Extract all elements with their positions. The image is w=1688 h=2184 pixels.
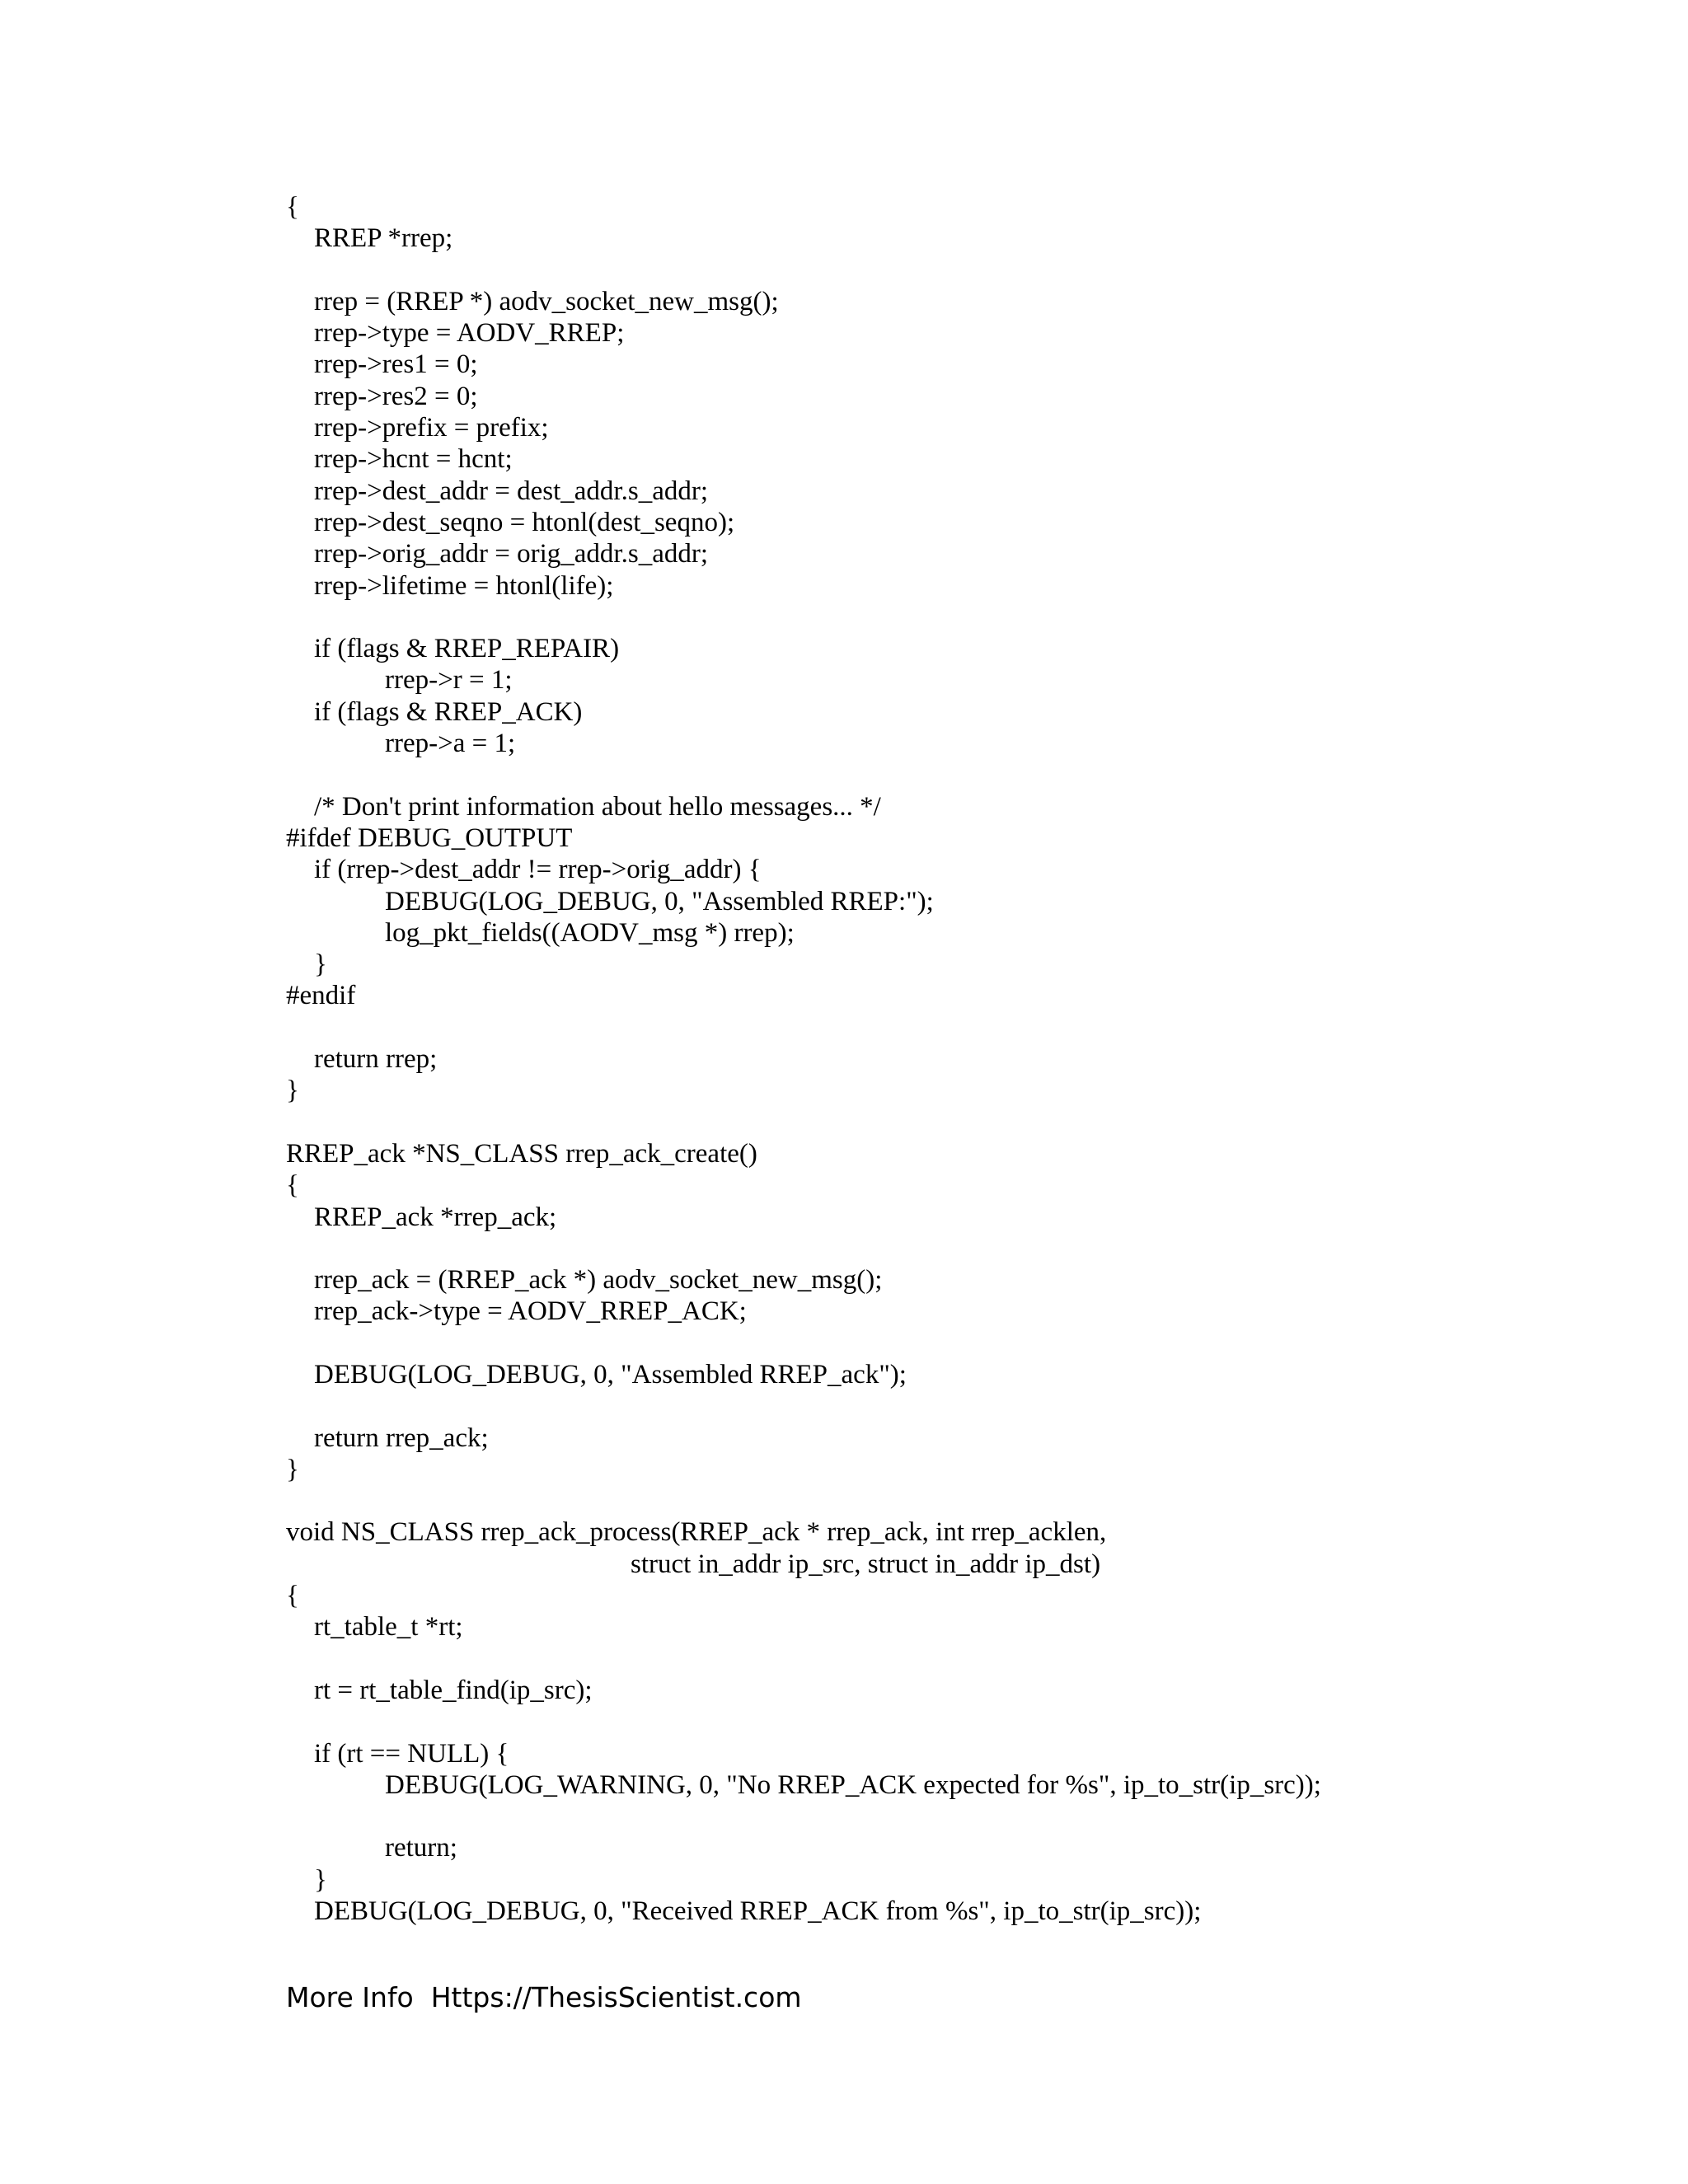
code-line: rt = rt_table_find(ip_src); bbox=[314, 1675, 593, 1705]
code-line: RREP_ack *NS_CLASS rrep_ack_create() bbox=[286, 1138, 757, 1169]
code-line bbox=[286, 255, 1321, 286]
footer-link-text[interactable]: More Info Https://ThesisScientist.com bbox=[286, 1981, 802, 2013]
code-line bbox=[286, 602, 1321, 633]
code-line: rrep_ack->type = AODV_RREP_ACK; bbox=[314, 1296, 747, 1327]
code-line bbox=[286, 1328, 1321, 1359]
code-line bbox=[286, 1012, 1321, 1043]
code-line: #endif bbox=[286, 981, 356, 1011]
code-line bbox=[286, 759, 1321, 790]
code-line: } bbox=[314, 1864, 327, 1895]
code-line: log_pkt_fields((AODV_msg *) rrep); bbox=[385, 917, 795, 948]
code-line: if (flags & RREP_ACK) bbox=[314, 696, 583, 727]
code-line bbox=[286, 1107, 1321, 1138]
code-line bbox=[286, 1643, 1321, 1675]
code-line: { bbox=[286, 1581, 299, 1611]
code-line: #ifdef DEBUG_OUTPUT bbox=[286, 823, 573, 853]
code-line: { bbox=[286, 192, 299, 222]
code-line: rrep->res2 = 0; bbox=[314, 381, 478, 411]
code-line: rt_table_t *rt; bbox=[314, 1612, 463, 1643]
code-line: rrep->lifetime = htonl(life); bbox=[314, 570, 614, 601]
code-line: if (rrep->dest_addr != rrep->orig_addr) { bbox=[314, 855, 762, 885]
code-line: rrep->res1 = 0; bbox=[314, 349, 478, 380]
code-line: if (rt == NULL) { bbox=[314, 1738, 509, 1769]
code-line: void NS_CLASS rrep_ack_process(RREP_ack * rrep_ack, int rrep_acklen, bbox=[286, 1517, 1107, 1548]
code-line: } bbox=[314, 949, 327, 980]
code-line: rrep->a = 1; bbox=[385, 729, 516, 759]
code-line: rrep->dest_seqno = htonl(dest_seqno); bbox=[314, 507, 735, 537]
code-line bbox=[286, 1485, 1321, 1516]
code-line: if (flags & RREP_REPAIR) bbox=[314, 634, 620, 664]
code-line: rrep = (RREP *) aodv_socket_new_msg(); bbox=[314, 286, 779, 316]
code-line: rrep->prefix = prefix; bbox=[314, 413, 549, 443]
code-line bbox=[286, 1233, 1321, 1264]
code-line: { bbox=[286, 1170, 299, 1201]
code-line: RREP_ack *rrep_ack; bbox=[314, 1202, 557, 1232]
code-line: DEBUG(LOG_WARNING, 0, "No RREP_ACK expected for %s", ip_to_str(ip_src)); bbox=[385, 1769, 1321, 1800]
code-line: } bbox=[286, 1076, 299, 1106]
code-line: rrep->type = AODV_RREP; bbox=[314, 318, 625, 349]
code-line: rrep_ack = (RREP_ack *) aodv_socket_new_msg(); bbox=[314, 1265, 883, 1296]
code-line: /* Don't print information about hello messages... */ bbox=[314, 791, 881, 822]
code-line: } bbox=[286, 1454, 299, 1484]
code-listing bbox=[286, 191, 1321, 1927]
code-line: rrep->hcnt = hcnt; bbox=[314, 444, 513, 475]
code-line: return; bbox=[385, 1833, 457, 1863]
code-line: rrep->r = 1; bbox=[385, 665, 513, 696]
code-line bbox=[286, 1706, 1321, 1737]
code-line: RREP *rrep; bbox=[314, 223, 453, 254]
code-line: rrep->dest_addr = dest_addr.s_addr; bbox=[314, 476, 709, 506]
code-line: DEBUG(LOG_DEBUG, 0, "Assembled RREP_ack"); bbox=[314, 1359, 907, 1390]
code-line: struct in_addr ip_src, struct in_addr ip_dst) bbox=[631, 1549, 1101, 1579]
code-line: rrep->orig_addr = orig_addr.s_addr; bbox=[314, 539, 709, 569]
code-line bbox=[286, 1801, 1321, 1832]
code-line: DEBUG(LOG_DEBUG, 0, "Assembled RREP:"); bbox=[385, 886, 934, 916]
code-line: DEBUG(LOG_DEBUG, 0, "Received RREP_ACK from %s", ip_to_str(ip_src)); bbox=[314, 1896, 1202, 1927]
code-line bbox=[286, 1390, 1321, 1422]
code-line: return rrep_ack; bbox=[314, 1422, 489, 1453]
code-line: return rrep; bbox=[314, 1044, 438, 1075]
